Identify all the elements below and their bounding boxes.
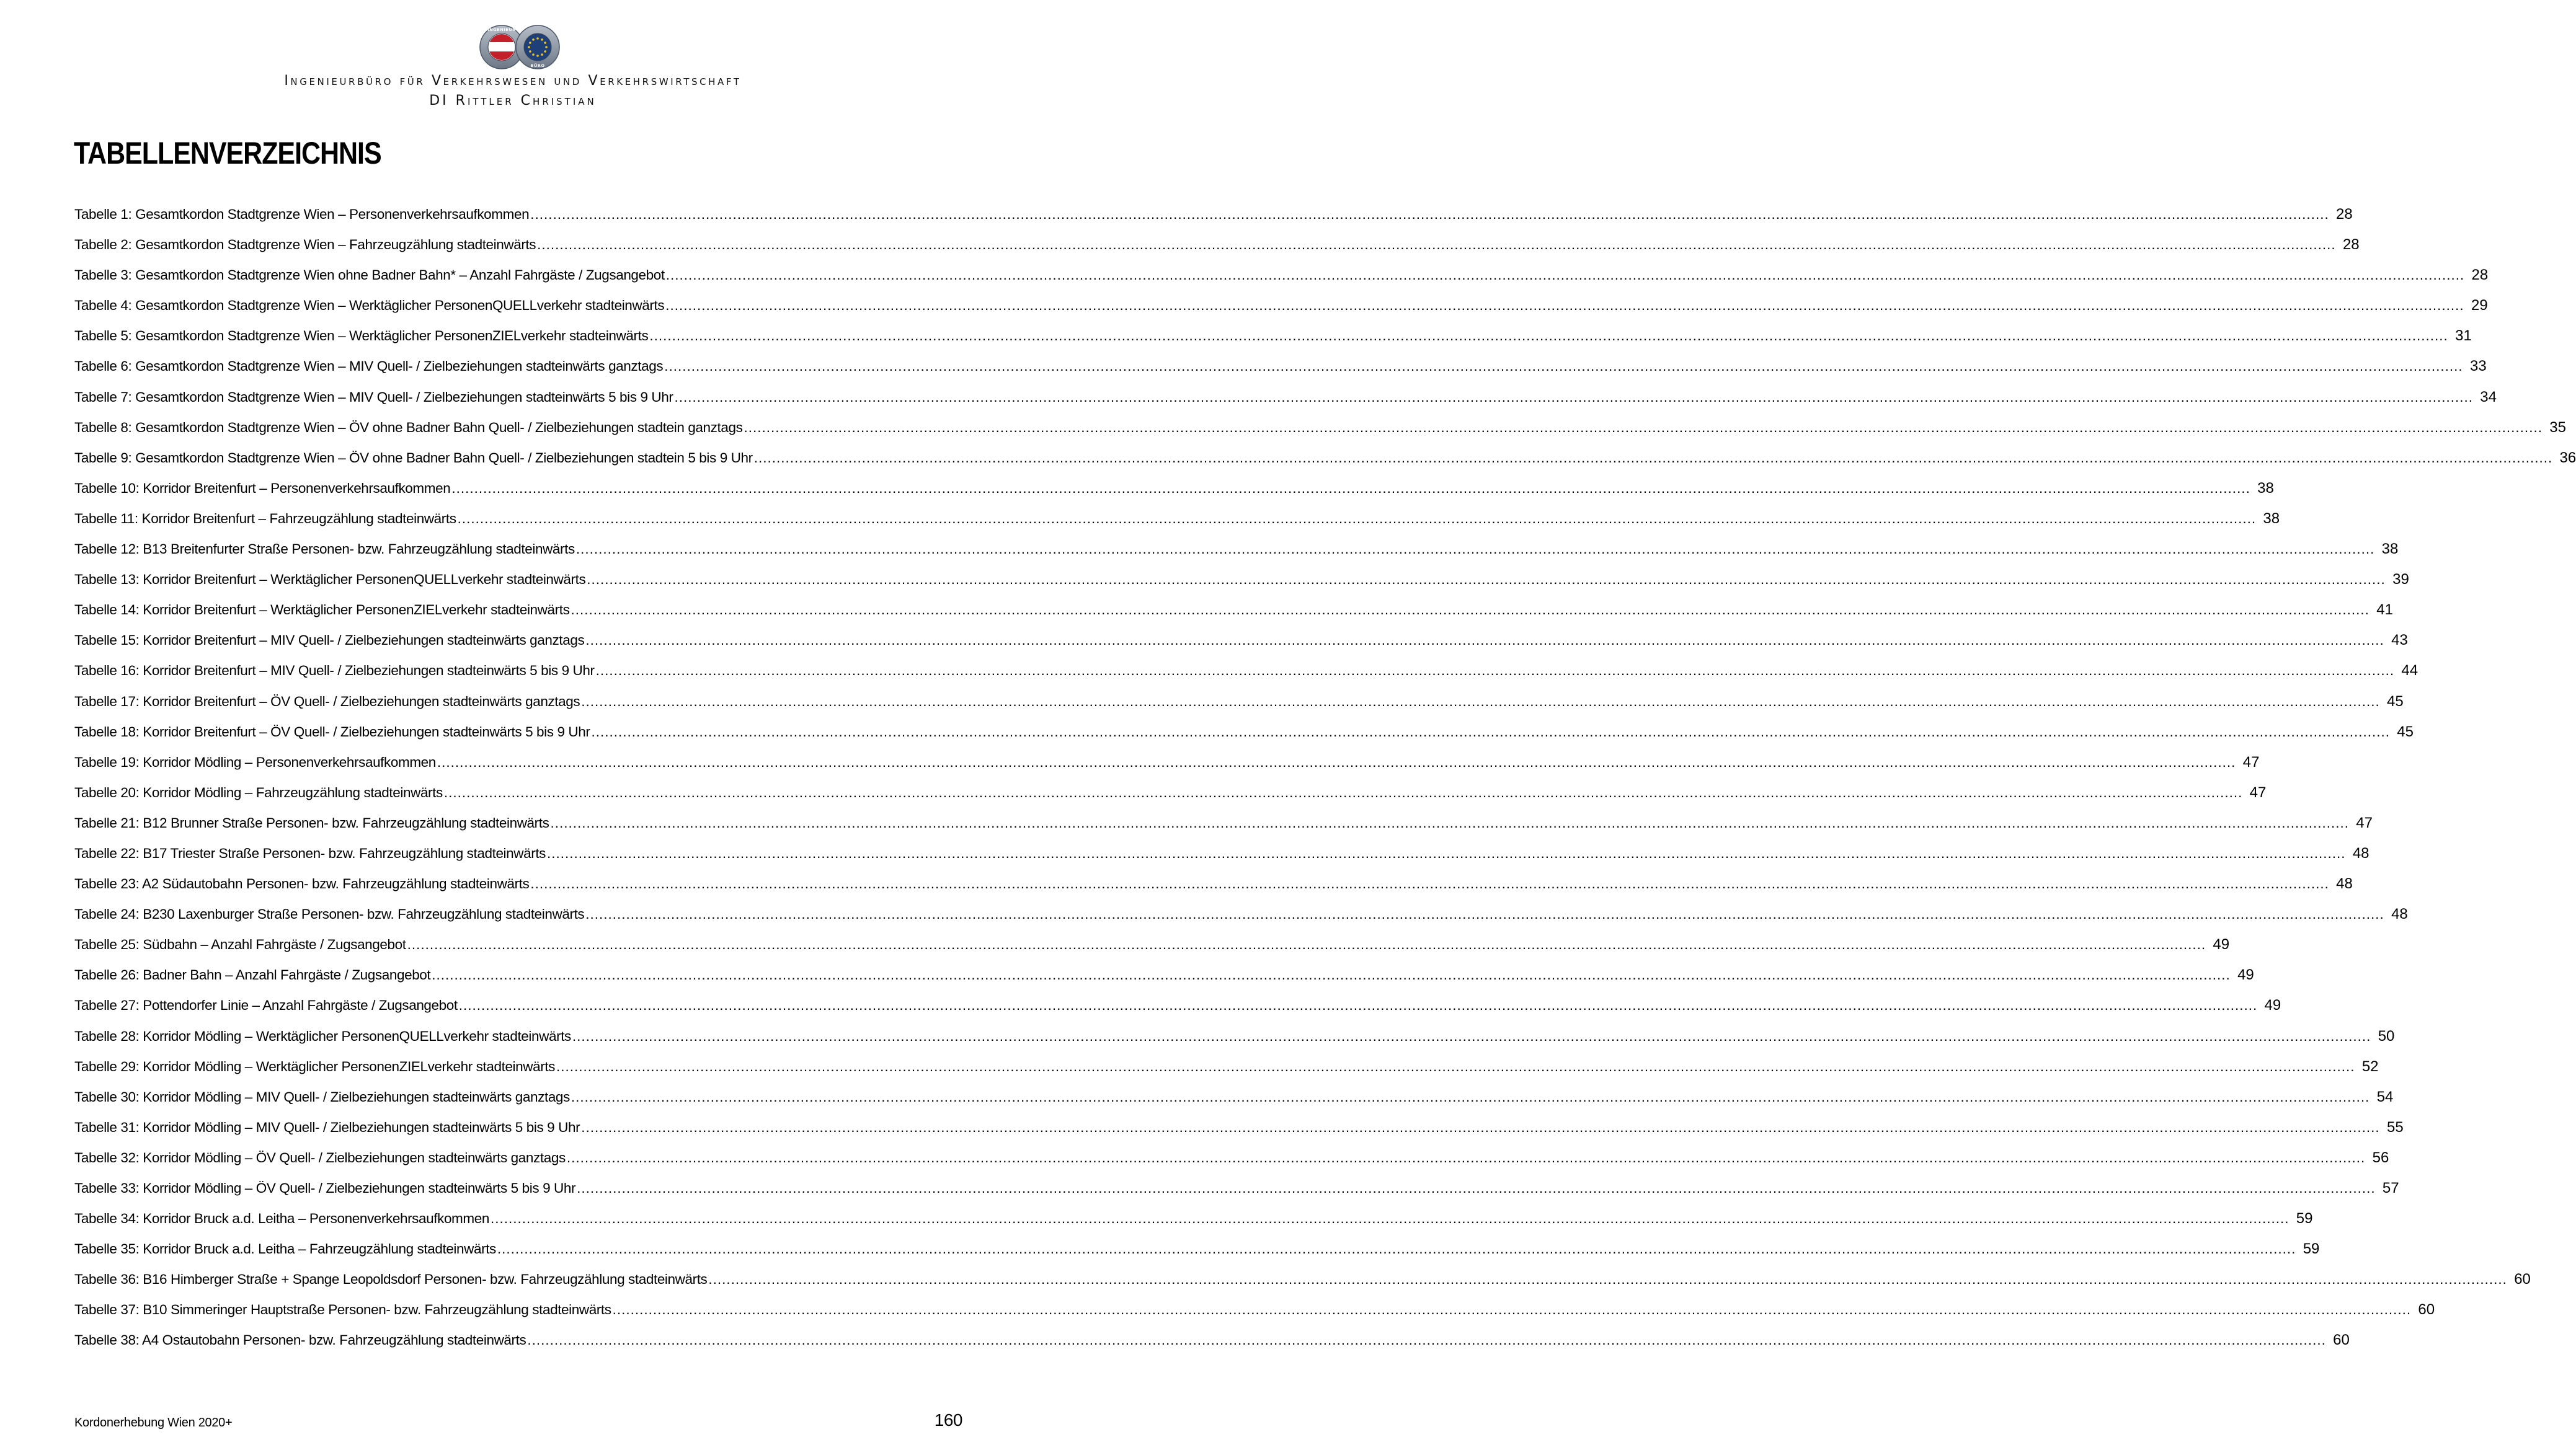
toc-entry-title: Tabelle 25: Südbahn – Anzahl Fahrgäste / Zugsangebot — [74, 937, 406, 953]
company-logo — [473, 24, 566, 73]
toc-entry-title: Tabelle 23: A2 Südautobahn Personen- bzw. Fahrzeugzählung stadteinwärts — [74, 876, 530, 892]
toc-entry-title: Tabelle 5: Gesamtkordon Stadtgrenze Wien – Werktäglicher PersonenZIELverkehr stadteinwärts — [74, 328, 649, 344]
toc-entry[interactable] — [74, 1058, 2379, 1089]
footer-document-name: Kordonerhebung Wien 2020+ — [74, 1416, 233, 1430]
toc-entry-title: Tabelle 35: Korridor Bruck a.d. Leitha – Fahrzeugzählung stadteinwärts — [74, 1241, 496, 1257]
toc-dot-leader: ................................................................................................................................................................................................................................................................................................................................................................................................................ — [595, 663, 2395, 679]
toc-dot-leader: ................................................................................................................................................................................................................................................................................................................................................................................................................ — [437, 754, 2236, 770]
toc-entry-title: Tabelle 22: B17 Triester Straße Personen- bzw. Fahrzeugzählung stadteinwärts — [74, 845, 546, 861]
toc-dot-leader: ................................................................................................................................................................................................................................................................................................................................................................................................................ — [457, 510, 2257, 526]
toc-entry-title: Tabelle 16: Korridor Breitenfurt – MIV Quell- / Zielbeziehungen stadteinwärts 5 bis 9 Uhr — [74, 663, 595, 679]
toc-dot-leader: ................................................................................................................................................................................................................................................................................................................................................................................................................ — [556, 1058, 2355, 1074]
toc-dot-leader: ................................................................................................................................................................................................................................................................................................................................................................................................................ — [587, 572, 2386, 588]
toc-entry-title: Tabelle 26: Badner Bahn – Anzahl Fahrgäste / Zugsangebot — [74, 967, 431, 983]
toc-entry[interactable] — [74, 844, 2369, 875]
toc-entry[interactable] — [74, 236, 2360, 267]
toc-entry-title: Tabelle 29: Korridor Mödling – Werktäglicher PersonenZIELverkehr stadteinwärts — [74, 1058, 556, 1074]
toc-entry-title: Tabelle 27: Pottendorfer Linie – Anzahl Fahrgäste / Zugsangebot — [74, 997, 458, 1014]
toc-entry[interactable] — [74, 814, 2373, 845]
toc-entry[interactable] — [74, 1088, 2394, 1119]
toc-dot-leader: ................................................................................................................................................................................................................................................................................................................................................................................................................ — [566, 1149, 2366, 1165]
toc-entry-title: Tabelle 38: A4 Ostautobahn Personen- bzw. Fahrzeugzählung stadteinwärts — [74, 1332, 526, 1348]
toc-entry-title: Tabelle 6: Gesamtkordon Stadtgrenze Wien – MIV Quell- / Zielbeziehungen stadteinwärts ganztags — [74, 358, 664, 374]
toc-dot-leader: ................................................................................................................................................................................................................................................................................................................................................................................................................ — [744, 419, 2543, 435]
toc-entry[interactable] — [74, 1210, 2313, 1240]
toc-entry-page-number: 39 — [2392, 571, 2409, 588]
footer-page-number: 160 — [934, 1410, 962, 1430]
toc-entry-title: Tabelle 1: Gesamtkordon Stadtgrenze Wien – Personenverkehrsaufkommen — [74, 206, 530, 222]
toc-entry[interactable] — [74, 784, 2267, 815]
toc-entry-title: Tabelle 33: Korridor Mödling – ÖV Quell- / Zielbeziehungen stadteinwärts 5 bis 9 Uhr — [74, 1180, 576, 1196]
toc-entry[interactable] — [74, 601, 2393, 632]
page-title: TABELLENVERZEICHNIS — [74, 136, 381, 170]
toc-entry-page-number: 47 — [2242, 753, 2260, 771]
toc-entry-page-number: 48 — [2336, 875, 2353, 893]
toc-entry[interactable] — [74, 1118, 2404, 1149]
toc-entry-page-number: 59 — [2296, 1210, 2313, 1227]
toc-entry-title: Tabelle 37: B10 Simmeringer Hauptstraße Personen- bzw. Fahrzeugzählung stadteinwärts — [74, 1302, 611, 1318]
toc-entry[interactable] — [74, 1149, 2389, 1180]
toc-dot-leader: ................................................................................................................................................................................................................................................................................................................................................................................................................ — [753, 449, 2553, 466]
toc-entry-page-number: 44 — [2401, 662, 2418, 679]
company-owner-line: DI Rittler Christian — [429, 93, 597, 108]
eu-emblem-circle — [516, 25, 559, 69]
toc-entry-title: Tabelle 32: Korridor Mödling – ÖV Quell- / Zielbeziehungen stadteinwärts ganztags — [74, 1149, 566, 1165]
toc-entry-page-number: 60 — [2333, 1332, 2350, 1349]
toc-entry[interactable] — [74, 418, 2566, 449]
toc-dot-leader: ................................................................................................................................................................................................................................................................................................................................................................................................................ — [708, 1271, 2507, 1288]
toc-entry-page-number: 48 — [2391, 906, 2408, 923]
toc-entry[interactable] — [74, 875, 2353, 906]
toc-entry-page-number: 59 — [2303, 1240, 2320, 1258]
toc-entry-page-number: 47 — [2356, 814, 2373, 831]
toc-entry[interactable] — [74, 723, 2414, 754]
toc-entry-title: Tabelle 10: Korridor Breitenfurt – Personenverkehrsaufkommen — [74, 480, 451, 496]
toc-entry-page-number: 49 — [2213, 936, 2230, 953]
toc-dot-leader: ................................................................................................................................................................................................................................................................................................................................................................................................................ — [664, 358, 2463, 374]
toc-entry-page-number: 28 — [2471, 267, 2489, 284]
toc-dot-leader: ................................................................................................................................................................................................................................................................................................................................................................................................................ — [432, 967, 2231, 983]
toc-entry-title: Tabelle 13: Korridor Breitenfurt – Werktäglicher PersonenQUELLverkehr stadteinwärts — [74, 572, 586, 588]
toc-entry-page-number: 43 — [2391, 632, 2408, 649]
toc-entry-page-number: 36 — [2559, 449, 2576, 466]
toc-entry[interactable] — [74, 479, 2274, 510]
toc-dot-leader: ................................................................................................................................................................................................................................................................................................................................................................................................................ — [571, 602, 2369, 618]
toc-dot-leader: ................................................................................................................................................................................................................................................................................................................................................................................................................ — [665, 298, 2464, 314]
toc-entry-title: Tabelle 24: B230 Laxenburger Straße Personen- bzw. Fahrzeugzählung stadteinwärts — [74, 906, 585, 922]
toc-entry-title: Tabelle 15: Korridor Breitenfurt – MIV Quell- / Zielbeziehungen stadteinwärts ganztags — [74, 632, 585, 648]
toc-entry-page-number: 57 — [2382, 1180, 2399, 1196]
toc-entry-page-number: 33 — [2469, 358, 2487, 375]
toc-entry[interactable] — [74, 997, 2281, 1027]
toc-entry-page-number: 29 — [2471, 297, 2488, 314]
toc-entry-page-number: 56 — [2372, 1149, 2389, 1166]
toc-entry[interactable] — [74, 966, 2254, 997]
toc-entry-page-number: 47 — [2249, 784, 2267, 801]
toc-entry[interactable] — [74, 692, 2404, 723]
toc-entry-title: Tabelle 2: Gesamtkordon Stadtgrenze Wien – Fahrzeugzählung stadteinwärts — [74, 237, 536, 253]
toc-entry-page-number: 45 — [2397, 723, 2414, 740]
toc-entry-title: Tabelle 31: Korridor Mödling – MIV Quell- / Zielbeziehungen stadteinwärts 5 bis 9 Uhr — [74, 1119, 580, 1135]
toc-entry-page-number: 38 — [2257, 479, 2274, 497]
company-name-line: Ingenieurbüro für Verkehrswesen und Verkehrswirtschaft — [284, 73, 742, 89]
toc-entry-title: Tabelle 30: Korridor Mödling – MIV Quell- / Zielbeziehungen stadteinwärts ganztags — [74, 1089, 570, 1105]
toc-entry-page-number: 28 — [2342, 236, 2360, 254]
toc-entry-page-number: 28 — [2336, 206, 2353, 223]
toc-entry[interactable] — [74, 1271, 2531, 1301]
toc-entry-page-number: 60 — [2514, 1271, 2531, 1288]
toc-dot-leader: ................................................................................................................................................................................................................................................................................................................................................................................................................ — [585, 632, 2384, 648]
toc-entry-page-number: 45 — [2387, 692, 2404, 710]
toc-entry[interactable] — [74, 571, 2409, 601]
toc-entry[interactable] — [74, 662, 2418, 692]
toc-entry-title: Tabelle 12: B13 Breitenfurter Straße Personen- bzw. Fahrzeugzählung stadteinwärts — [74, 541, 575, 557]
toc-entry-title: Tabelle 9: Gesamtkordon Stadtgrenze Wien – ÖV ohne Badner Bahn Quell- / Zielbeziehungen stadtein 5 bis 9 Uhr — [74, 449, 753, 466]
toc-dot-leader: ................................................................................................................................................................................................................................................................................................................................................................................................................ — [490, 1211, 2290, 1227]
toc-entry-title: Tabelle 14: Korridor Breitenfurt – Werktäglicher PersonenZIELverkehr stadteinwärts — [74, 602, 570, 618]
toc-dot-leader: ................................................................................................................................................................................................................................................................................................................................................................................................................ — [407, 937, 2206, 953]
toc-entry[interactable] — [74, 358, 2487, 388]
toc-entry-page-number: 38 — [2263, 510, 2280, 527]
toc-dot-leader: ................................................................................................................................................................................................................................................................................................................................................................................................................ — [497, 1241, 2296, 1257]
toc-entry-title: Tabelle 21: B12 Brunner Straße Personen- bzw. Fahrzeugzählung stadteinwärts — [74, 815, 549, 831]
logo-ring-text-bottom: BÜRO — [530, 63, 545, 68]
table-of-tables — [74, 206, 2576, 1363]
toc-dot-leader: ................................................................................................................................................................................................................................................................................................................................................................................................................ — [577, 1180, 2376, 1196]
toc-entry[interactable] — [74, 936, 2230, 966]
toc-entry-page-number: 49 — [2237, 966, 2254, 984]
toc-entry[interactable] — [74, 906, 2408, 936]
toc-entry-title: Tabelle 7: Gesamtkordon Stadtgrenze Wien – MIV Quell- / Zielbeziehungen stadteinwärts 5 bis 9 Uhr — [74, 389, 673, 405]
toc-entry[interactable] — [74, 449, 2576, 480]
toc-entry-page-number: 54 — [2376, 1088, 2394, 1105]
toc-entry[interactable] — [74, 327, 2472, 358]
toc-entry[interactable] — [74, 1332, 2350, 1362]
toc-dot-leader: ................................................................................................................................................................................................................................................................................................................................................................................................................ — [674, 389, 2473, 405]
toc-entry[interactable] — [74, 632, 2408, 662]
toc-entry[interactable] — [74, 388, 2497, 419]
toc-dot-leader: ................................................................................................................................................................................................................................................................................................................................................................................................................ — [665, 267, 2465, 283]
toc-dot-leader: ................................................................................................................................................................................................................................................................................................................................................................................................................ — [530, 876, 2329, 892]
toc-entry[interactable] — [74, 1027, 2395, 1058]
toc-entry[interactable] — [74, 510, 2280, 541]
toc-entry-title: Tabelle 19: Korridor Mödling – Personenverkehrsaufkommen — [74, 754, 436, 770]
toc-entry-page-number: 48 — [2352, 844, 2369, 862]
toc-entry[interactable] — [74, 267, 2489, 297]
toc-entry-title: Tabelle 28: Korridor Mödling – Werktäglicher PersonenQUELLverkehr stadteinwärts — [74, 1028, 571, 1044]
toc-entry-page-number: 35 — [2549, 418, 2566, 436]
toc-entry[interactable] — [74, 1240, 2320, 1271]
toc-entry[interactable] — [74, 753, 2260, 784]
toc-entry-title: Tabelle 20: Korridor Mödling – Fahrzeugzählung stadteinwärts — [74, 784, 443, 800]
toc-dot-leader: ................................................................................................................................................................................................................................................................................................................................................................................................................ — [550, 815, 2349, 831]
toc-entry-title: Tabelle 11: Korridor Breitenfurt – Fahrzeugzählung stadteinwärts — [74, 510, 456, 526]
toc-entry-page-number: 38 — [2381, 541, 2399, 558]
toc-dot-leader: ................................................................................................................................................................................................................................................................................................................................................................................................................ — [571, 1089, 2370, 1105]
toc-dot-leader: ................................................................................................................................................................................................................................................................................................................................................................................................................ — [537, 237, 2336, 253]
toc-dot-leader: ................................................................................................................................................................................................................................................................................................................................................................................................................ — [585, 906, 2384, 922]
toc-entry-page-number: 60 — [2418, 1301, 2435, 1319]
toc-dot-leader: ................................................................................................................................................................................................................................................................................................................................................................................................................ — [530, 206, 2329, 222]
toc-entry-page-number: 55 — [2386, 1118, 2404, 1136]
logo-ring-text-top: INGENIEUR — [487, 27, 516, 32]
toc-entry[interactable] — [74, 297, 2488, 327]
toc-dot-leader: ................................................................................................................................................................................................................................................................................................................................................................................................................ — [547, 845, 2346, 861]
toc-dot-leader: ................................................................................................................................................................................................................................................................................................................................................................................................................ — [443, 784, 2243, 800]
toc-entry-page-number: 50 — [2378, 1027, 2395, 1045]
toc-dot-leader: ................................................................................................................................................................................................................................................................................................................................................................................................................ — [612, 1302, 2412, 1318]
toc-dot-leader: ................................................................................................................................................................................................................................................................................................................................................................................................................ — [575, 541, 2375, 557]
toc-entry[interactable] — [74, 206, 2353, 236]
toc-dot-leader: ................................................................................................................................................................................................................................................................................................................................................................................................................ — [451, 480, 2250, 496]
toc-entry-page-number: 31 — [2455, 327, 2472, 345]
toc-entry[interactable] — [74, 541, 2399, 571]
toc-entry-title: Tabelle 4: Gesamtkordon Stadtgrenze Wien – Werktäglicher PersonenQUELLverkehr stadteinwärts — [74, 298, 665, 314]
toc-entry-title: Tabelle 36: B16 Himberger Straße + Spange Leopoldsdorf Personen- bzw. Fahrzeugzählung stadteinwärts — [74, 1271, 708, 1288]
toc-entry-page-number: 49 — [2264, 997, 2281, 1014]
toc-dot-leader: ................................................................................................................................................................................................................................................................................................................................................................................................................ — [572, 1028, 2371, 1044]
toc-entry-title: Tabelle 17: Korridor Breitenfurt – ÖV Quell- / Zielbeziehungen stadteinwärts ganztags — [74, 693, 580, 709]
toc-dot-leader: ................................................................................................................................................................................................................................................................................................................................................................................................................ — [591, 723, 2390, 740]
toc-entry[interactable] — [74, 1301, 2435, 1332]
toc-entry-title: Tabelle 8: Gesamtkordon Stadtgrenze Wien – ÖV ohne Badner Bahn Quell- / Zielbeziehungen stadtein ganztags — [74, 419, 743, 435]
toc-entry-title: Tabelle 3: Gesamtkordon Stadtgrenze Wien ohne Badner Bahn* – Anzahl Fahrgäste / Zugsangebot — [74, 267, 665, 283]
toc-dot-leader: ................................................................................................................................................................................................................................................................................................................................................................................................................ — [581, 1119, 2380, 1135]
toc-entry-page-number: 52 — [2361, 1058, 2379, 1075]
toc-entry-title: Tabelle 18: Korridor Breitenfurt – ÖV Quell- / Zielbeziehungen stadteinwärts 5 bis 9 Uhr — [74, 723, 590, 740]
toc-entry-page-number: 41 — [2376, 601, 2393, 619]
toc-entry-title: Tabelle 34: Korridor Bruck a.d. Leitha – Personenverkehrsaufkommen — [74, 1211, 489, 1227]
toc-entry[interactable] — [74, 1180, 2399, 1210]
toc-dot-leader: ................................................................................................................................................................................................................................................................................................................................................................................................................ — [649, 328, 2448, 344]
toc-entry-page-number: 34 — [2480, 388, 2497, 405]
toc-dot-leader: ................................................................................................................................................................................................................................................................................................................................................................................................................ — [581, 693, 2380, 709]
toc-dot-leader: ................................................................................................................................................................................................................................................................................................................................................................................................................ — [527, 1332, 2326, 1348]
toc-dot-leader: ................................................................................................................................................................................................................................................................................................................................................................................................................ — [458, 997, 2258, 1014]
